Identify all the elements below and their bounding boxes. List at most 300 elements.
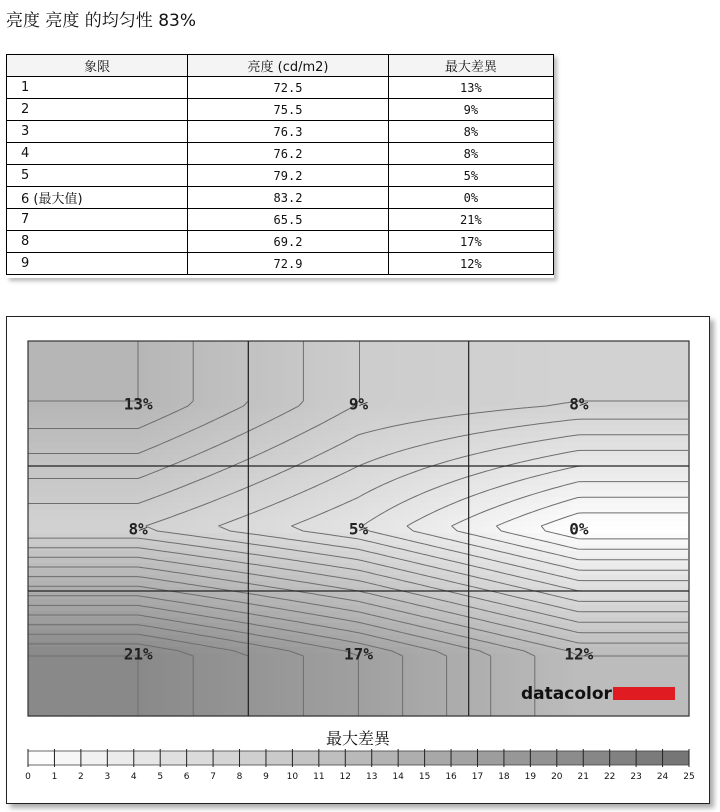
heatmap-shade <box>382 353 389 360</box>
heatmap-shade <box>646 389 653 396</box>
heatmap-shade <box>382 365 389 372</box>
heatmap-shade <box>616 419 623 426</box>
heatmap-shade <box>214 557 221 564</box>
heatmap-shade <box>526 341 533 348</box>
heatmap-shade <box>136 563 143 570</box>
heatmap-shade <box>502 455 509 462</box>
heatmap-shade <box>328 359 335 366</box>
heatmap-shade <box>334 479 341 486</box>
heatmap-shade <box>58 431 65 438</box>
heatmap-shade <box>166 443 173 450</box>
heatmap-shade <box>628 407 635 414</box>
heatmap-shade <box>118 605 125 612</box>
heatmap-shade <box>136 359 143 366</box>
heatmap-shade <box>40 455 47 462</box>
heatmap-shade <box>214 527 221 534</box>
heatmap-shade <box>598 359 605 366</box>
heatmap-shade <box>40 371 47 378</box>
cell-quadrant: 3 <box>7 121 188 143</box>
heatmap-shade <box>46 413 53 420</box>
heatmap-shade <box>580 581 587 588</box>
heatmap-shade <box>184 521 191 528</box>
heatmap-shade <box>364 575 371 582</box>
heatmap-shade <box>628 365 635 372</box>
heatmap-shade <box>400 527 407 534</box>
heatmap-shade <box>238 383 245 390</box>
heatmap-shade <box>556 341 563 348</box>
heatmap-shade <box>124 599 131 606</box>
heatmap-shade <box>52 467 59 474</box>
heatmap-shade <box>214 401 221 408</box>
heatmap-shade <box>70 419 77 426</box>
heatmap-shade <box>226 359 233 366</box>
heatmap-shade <box>604 503 611 510</box>
heatmap-shade <box>544 353 551 360</box>
heatmap-shade <box>196 569 203 576</box>
heatmap-shade <box>646 401 653 408</box>
heatmap-shade <box>526 365 533 372</box>
heatmap-shade <box>28 341 35 348</box>
heatmap-shade <box>496 473 503 480</box>
heatmap-shade <box>34 437 41 444</box>
heatmap-shade <box>676 551 683 558</box>
heatmap-shade <box>232 587 239 594</box>
heatmap-shade <box>148 551 155 558</box>
heatmap-shade <box>34 341 41 348</box>
heatmap-shade <box>526 401 533 408</box>
heatmap-shade <box>106 539 113 546</box>
heatmap-shade <box>364 353 371 360</box>
heatmap-shade <box>340 449 347 456</box>
heatmap-shade <box>436 527 443 534</box>
heatmap-shade <box>478 365 485 372</box>
heatmap-shade <box>304 371 311 378</box>
heatmap-shade <box>676 479 683 486</box>
heatmap-shade <box>262 383 269 390</box>
heatmap-shade <box>406 551 413 558</box>
heatmap-shade <box>76 347 83 354</box>
heatmap-shade <box>430 473 437 480</box>
heatmap-shade <box>220 353 227 360</box>
heatmap-shade <box>370 431 377 438</box>
heatmap-shade <box>160 581 167 588</box>
heatmap-shade <box>64 359 71 366</box>
heatmap-shade <box>418 479 425 486</box>
heatmap-shade <box>376 545 383 552</box>
heatmap-shade <box>322 563 329 570</box>
heatmap-shade <box>406 515 413 522</box>
heatmap-shade <box>298 467 305 474</box>
heatmap-shade <box>544 377 551 384</box>
heatmap-shade <box>556 455 563 462</box>
heatmap-shade <box>478 461 485 468</box>
heatmap-shade <box>442 599 449 606</box>
heatmap-shade <box>310 431 317 438</box>
heatmap-shade <box>658 401 665 408</box>
heatmap-shade <box>388 491 395 498</box>
heatmap-shade <box>526 347 533 354</box>
heatmap-shade <box>316 461 323 468</box>
heatmap-shade <box>634 593 641 600</box>
heatmap-shade <box>496 515 503 522</box>
heatmap-shade <box>652 485 659 492</box>
heatmap-shade <box>142 455 149 462</box>
heatmap-shade <box>226 341 233 348</box>
heatmap-shade <box>118 371 125 378</box>
heatmap-shade <box>100 377 107 384</box>
heatmap-shade <box>400 389 407 396</box>
heatmap-shade <box>232 473 239 480</box>
heatmap-shade <box>238 359 245 366</box>
heatmap-shade <box>64 539 71 546</box>
heatmap-shade <box>58 539 65 546</box>
heatmap-shade <box>76 605 83 612</box>
heatmap-shade <box>514 503 521 510</box>
heatmap-shade <box>82 491 89 498</box>
heatmap-shade <box>268 461 275 468</box>
heatmap-shade <box>676 407 683 414</box>
heatmap-shade <box>394 515 401 522</box>
heatmap-shade <box>256 473 263 480</box>
heatmap-shade <box>562 599 569 606</box>
heatmap-shade <box>82 497 89 504</box>
heatmap-shade <box>670 581 677 588</box>
heatmap-shade <box>646 599 653 606</box>
heatmap-shade <box>34 515 41 522</box>
heatmap-shade <box>76 359 83 366</box>
heatmap-shade <box>580 377 587 384</box>
heatmap-shade <box>628 401 635 408</box>
heatmap-shade <box>118 563 125 570</box>
heatmap-shade <box>370 533 377 540</box>
heatmap-shade <box>310 509 317 516</box>
heatmap-shade <box>262 539 269 546</box>
heatmap-shade <box>238 575 245 582</box>
heatmap-shade <box>496 455 503 462</box>
heatmap-shade <box>262 437 269 444</box>
heatmap-shade <box>394 551 401 558</box>
heatmap-shade <box>466 341 473 348</box>
heatmap-shade <box>682 581 689 588</box>
heatmap-shade <box>118 359 125 366</box>
heatmap-shade <box>280 395 287 402</box>
heatmap-shade <box>142 383 149 390</box>
heatmap-shade <box>28 599 35 606</box>
heatmap-shade <box>652 431 659 438</box>
heatmap-shade <box>316 545 323 552</box>
heatmap-shade <box>682 347 689 354</box>
heatmap-shade <box>52 527 59 534</box>
heatmap-shade <box>556 371 563 378</box>
heatmap-shade <box>118 443 125 450</box>
heatmap-shade <box>34 449 41 456</box>
heatmap-shade <box>40 365 47 372</box>
heatmap-shade <box>322 365 329 372</box>
heatmap-shade <box>268 401 275 408</box>
heatmap-shade <box>304 365 311 372</box>
heatmap-shade <box>316 347 323 354</box>
heatmap-shade <box>346 419 353 426</box>
heatmap-shade <box>418 377 425 384</box>
heatmap-shade <box>376 425 383 432</box>
heatmap-shade <box>256 389 263 396</box>
heatmap-shade <box>514 527 521 534</box>
heatmap-shade <box>184 449 191 456</box>
heatmap-shade <box>40 497 47 504</box>
heatmap-shade <box>136 341 143 348</box>
heatmap-shade <box>214 407 221 414</box>
heatmap-shade <box>172 395 179 402</box>
heatmap-shade <box>538 467 545 474</box>
heatmap-shade <box>652 461 659 468</box>
heatmap-shade <box>628 551 635 558</box>
heatmap-shade <box>682 437 689 444</box>
cell-quadrant: 4 <box>7 143 188 165</box>
heatmap-shade <box>328 371 335 378</box>
heatmap-shade <box>616 473 623 480</box>
heatmap-shade <box>280 425 287 432</box>
heatmap-shade <box>442 401 449 408</box>
heatmap-shade <box>148 485 155 492</box>
heatmap-shade <box>442 455 449 462</box>
heatmap-shade <box>304 443 311 450</box>
heatmap-shade <box>226 425 233 432</box>
heatmap-shade <box>484 383 491 390</box>
heatmap-shade <box>100 365 107 372</box>
heatmap-shade <box>634 503 641 510</box>
heatmap-shade <box>664 359 671 366</box>
heatmap-shade <box>634 587 641 594</box>
heatmap-shade <box>334 383 341 390</box>
heatmap-shade <box>418 587 425 594</box>
heatmap-shade <box>592 467 599 474</box>
heatmap-shade <box>106 347 113 354</box>
heatmap-shade <box>340 491 347 498</box>
heatmap-shade <box>148 479 155 486</box>
heatmap-shade <box>412 341 419 348</box>
heatmap-shade <box>316 593 323 600</box>
heatmap-shade <box>274 395 281 402</box>
heatmap-shade <box>376 437 383 444</box>
heatmap-shade <box>190 539 197 546</box>
heatmap-shade <box>652 455 659 462</box>
heatmap-shade <box>310 473 317 480</box>
heatmap-shade <box>148 353 155 360</box>
heatmap-shade <box>196 509 203 516</box>
heatmap-shade <box>484 491 491 498</box>
heatmap-shade <box>268 599 275 606</box>
heatmap-shade <box>538 551 545 558</box>
heatmap-shade <box>184 467 191 474</box>
heatmap-shade <box>448 365 455 372</box>
heatmap-shade <box>604 509 611 516</box>
table-header-row <box>7 55 554 77</box>
heatmap-shade <box>370 401 377 408</box>
heatmap-shade <box>610 593 617 600</box>
heatmap-shade <box>292 599 299 606</box>
heatmap-shade <box>46 461 53 468</box>
heatmap-shade <box>148 581 155 588</box>
heatmap-shade <box>310 365 317 372</box>
heatmap-shade <box>100 461 107 468</box>
heatmap-shade <box>232 419 239 426</box>
heatmap-shade <box>598 581 605 588</box>
heatmap-shade <box>196 431 203 438</box>
heatmap-shade <box>448 491 455 498</box>
heatmap-shade <box>178 401 185 408</box>
heatmap-shade <box>574 383 581 390</box>
heatmap-shade <box>70 371 77 378</box>
heatmap-shade <box>400 431 407 438</box>
heatmap-shade <box>106 497 113 504</box>
heatmap-shade <box>538 413 545 420</box>
heatmap-shade <box>550 425 557 432</box>
heatmap-shade <box>208 569 215 576</box>
heatmap-shade <box>148 503 155 510</box>
heatmap-shade <box>406 413 413 420</box>
heatmap-shade <box>154 533 161 540</box>
table-row <box>7 143 554 165</box>
heatmap-shade <box>670 461 677 468</box>
heatmap-shade <box>160 377 167 384</box>
heatmap-shade <box>232 425 239 432</box>
heatmap-shade <box>496 431 503 438</box>
heatmap-shade <box>676 389 683 396</box>
heatmap-shade <box>142 479 149 486</box>
heatmap-shade <box>76 491 83 498</box>
heatmap-shade <box>400 593 407 600</box>
heatmap-shade <box>544 515 551 522</box>
heatmap-shade <box>532 443 539 450</box>
heatmap-shade <box>658 383 665 390</box>
heatmap-shade <box>76 479 83 486</box>
heatmap-shade <box>562 371 569 378</box>
heatmap-shade <box>154 371 161 378</box>
heatmap-shade <box>508 437 515 444</box>
heatmap-shade <box>394 461 401 468</box>
heatmap-shade <box>430 539 437 546</box>
heatmap-shade <box>58 461 65 468</box>
heatmap-shade <box>406 455 413 462</box>
heatmap-shade <box>64 449 71 456</box>
heatmap-shade <box>622 431 629 438</box>
heatmap-shade <box>526 431 533 438</box>
heatmap-shade <box>382 473 389 480</box>
heatmap-shade <box>88 599 95 606</box>
heatmap-shade <box>514 569 521 576</box>
heatmap-shade <box>34 545 41 552</box>
heatmap-shade <box>352 413 359 420</box>
heatmap-shade <box>352 383 359 390</box>
heatmap-shade <box>556 377 563 384</box>
heatmap-shade <box>358 425 365 432</box>
heatmap-shade <box>586 593 593 600</box>
heatmap-shade <box>250 359 257 366</box>
heatmap-shade <box>514 341 521 348</box>
heatmap-shade <box>214 551 221 558</box>
heatmap-shade <box>574 341 581 348</box>
heatmap-shade <box>100 575 107 582</box>
heatmap-shade <box>166 503 173 510</box>
heatmap-shade <box>556 353 563 360</box>
heatmap-shade <box>640 365 647 372</box>
heatmap-shade <box>310 479 317 486</box>
heatmap-shade <box>334 485 341 492</box>
heatmap-shade <box>292 425 299 432</box>
heatmap-shade <box>202 509 209 516</box>
heatmap-shade <box>376 443 383 450</box>
heatmap-shade <box>610 503 617 510</box>
heatmap-shade <box>268 437 275 444</box>
cell-quadrant: 1 <box>7 77 188 99</box>
heatmap-shade <box>112 515 119 522</box>
heatmap-shade <box>322 599 329 606</box>
heatmap-shade <box>130 383 137 390</box>
heatmap-shade <box>172 467 179 474</box>
heatmap-shade <box>190 467 197 474</box>
heatmap-shade <box>676 593 683 600</box>
heatmap-shade <box>466 371 473 378</box>
heatmap-shade <box>394 377 401 384</box>
heatmap-shade <box>154 407 161 414</box>
heatmap-shade <box>274 467 281 474</box>
heatmap-shade <box>490 419 497 426</box>
heatmap-shade <box>286 377 293 384</box>
heatmap-shade <box>484 551 491 558</box>
heatmap-shade <box>466 407 473 414</box>
heatmap-shade <box>640 515 647 522</box>
heatmap-shade <box>94 563 101 570</box>
heatmap-shade <box>112 455 119 462</box>
heatmap-shade <box>184 599 191 606</box>
heatmap-shade <box>592 401 599 408</box>
heatmap-shade <box>430 383 437 390</box>
heatmap-shade <box>94 485 101 492</box>
heatmap-shade <box>592 527 599 534</box>
heatmap-shade <box>328 587 335 594</box>
heatmap-shade <box>196 527 203 534</box>
heatmap-shade <box>208 467 215 474</box>
heatmap-shade <box>166 365 173 372</box>
heatmap-shade <box>418 383 425 390</box>
heatmap-shade <box>676 485 683 492</box>
heatmap-shade <box>28 575 35 582</box>
heatmap-shade <box>340 539 347 546</box>
heatmap-shade <box>502 401 509 408</box>
heatmap-shade <box>112 563 119 570</box>
heatmap-shade <box>370 521 377 528</box>
heatmap-shade <box>256 563 263 570</box>
heatmap-shade <box>544 479 551 486</box>
heatmap-shade <box>448 515 455 522</box>
heatmap-shade <box>490 509 497 516</box>
heatmap-shade <box>172 383 179 390</box>
heatmap-shade <box>448 425 455 432</box>
heatmap-shade <box>46 551 53 558</box>
heatmap-shade <box>118 539 125 546</box>
heatmap-shade <box>100 509 107 516</box>
heatmap-shade <box>250 395 257 402</box>
heatmap-shade <box>40 449 47 456</box>
heatmap-shade <box>406 401 413 408</box>
heatmap-shade <box>190 485 197 492</box>
heatmap-shade <box>454 443 461 450</box>
heatmap-shade <box>46 455 53 462</box>
heatmap-shade <box>352 551 359 558</box>
heatmap-shade <box>208 377 215 384</box>
heatmap-shade <box>106 515 113 522</box>
heatmap-shade <box>484 359 491 366</box>
